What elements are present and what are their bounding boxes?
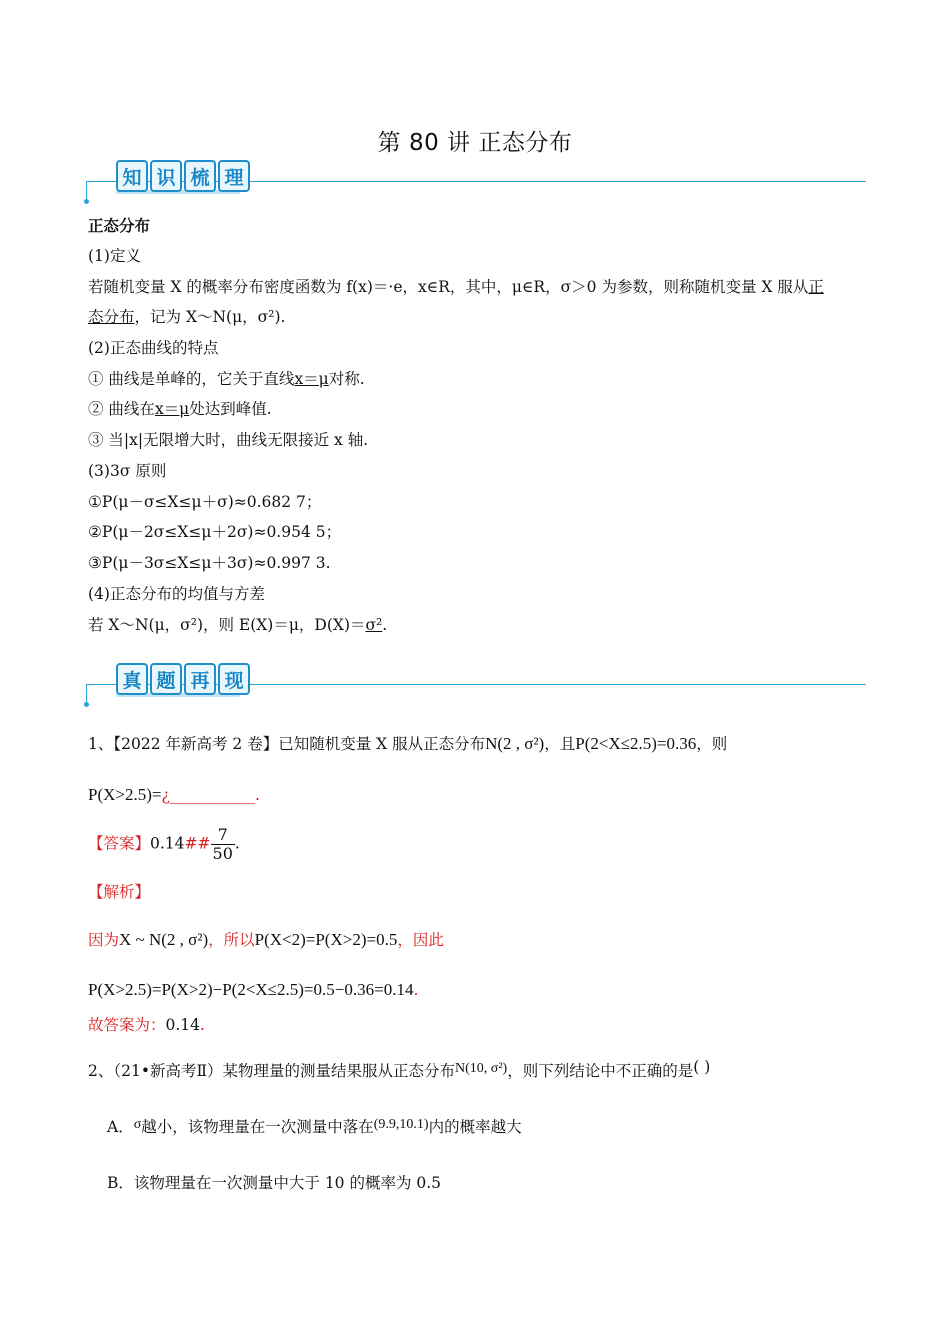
math-expr: P(X>2.5)=	[88, 785, 162, 804]
curve-item-1	[88, 369, 365, 389]
final-end: .	[200, 1016, 205, 1034]
banner-char: 再	[184, 663, 216, 695]
banner-stem	[86, 684, 87, 704]
answer-blank: ¿___________.	[161, 786, 260, 804]
definition-text-line2	[88, 307, 285, 327]
math-expr: N(10, σ²)	[455, 1061, 508, 1076]
problem1-blank-line	[88, 785, 260, 805]
curve-text: 对称.	[328, 370, 365, 388]
problem-text: ，则	[696, 735, 728, 753]
math-expr: σ	[133, 1117, 142, 1132]
banner-char: 识	[150, 160, 182, 192]
analysis-label: 【解析】	[88, 883, 151, 901]
answer-label: 【答案】	[88, 834, 151, 853]
mean-title: (4)正态分布的均值与方差	[88, 585, 265, 603]
fraction-numerator: 7	[211, 826, 235, 845]
problem1-stem	[88, 734, 727, 754]
banner-char: 知	[116, 160, 148, 192]
math-expr: P(X>2.5)=P(X>2)−P(2<X≤2.5)=0.5−0.36=0.14	[88, 980, 414, 999]
section-banner-exam	[86, 663, 866, 711]
underlined-term: σ²	[365, 616, 383, 634]
curve-text: 处达到峰值.	[189, 400, 272, 418]
rule-item-2: ②P(μ－2σ≤X≤μ＋2σ)≈0.954 5；	[88, 523, 342, 541]
final-value: 0.14	[165, 1016, 201, 1034]
problem-text: ，则下列结论中不正确的是	[507, 1062, 694, 1080]
problem2-stem	[88, 1057, 710, 1081]
banner-char: 真	[116, 663, 148, 695]
definition-text-line1	[88, 277, 824, 297]
math-expr: P(2<X≤2.5)=0.36	[575, 734, 697, 753]
analysis-text: 因为	[88, 931, 120, 949]
option-label: A．	[107, 1118, 134, 1136]
analysis-line2	[88, 980, 418, 1000]
definition-title: (1)定义	[88, 247, 141, 265]
analysis-line1	[88, 930, 444, 950]
problem-text: 1、【2022 年新高考 2 卷】已知随机变量 X 服从正态分布	[88, 735, 486, 753]
underlined-term: x＝μ	[154, 400, 190, 418]
curve-text: ② 曲线在	[88, 400, 155, 418]
underlined-term: 态分布	[88, 308, 135, 326]
math-expr: (9.9,10.1)	[373, 1117, 429, 1132]
definition-notation: ，记为 X～N(μ，σ²).	[134, 308, 286, 326]
fraction-denominator: 50	[212, 844, 233, 863]
answer-parenthesis: ( )	[693, 1058, 711, 1076]
curve-title: (2)正态曲线的特点	[88, 339, 219, 357]
banner-char: 现	[218, 663, 250, 695]
math-expr: P(X<2)=P(X>2)=0.5	[254, 930, 398, 949]
answer-fraction	[211, 826, 235, 863]
problem-text: 2、（21•新高考Ⅱ）某物理量的测量结果服从正态分布	[88, 1062, 456, 1080]
rule-title: (3)3σ 原则	[88, 462, 167, 480]
curve-item-2	[88, 399, 272, 419]
mean-text	[88, 615, 387, 635]
mean-formula: 若 X～N(μ，σ²)，则 E(X)＝μ，D(X)＝	[88, 616, 366, 634]
analysis-text: ，所以	[208, 931, 255, 949]
underlined-term: x＝μ	[294, 370, 329, 388]
definition-text: 若随机变量 X 的概率分布密度函数为 f(x)＝·e，x∈R，其中，μ∈R，σ＞0 为参数，则称随机变量 X 服从	[88, 278, 809, 296]
section-banner-knowledge	[86, 160, 866, 208]
rule-item-3: ③P(μ－3σ≤X≤μ＋3σ)≈0.997 3.	[88, 554, 331, 572]
knowledge-heading: 正态分布	[88, 217, 151, 235]
banner-tiles	[116, 663, 250, 695]
curve-item-3: ③ 当|x|无限增大时，曲线无限接近 x 轴.	[88, 431, 369, 449]
problem-text: ，且	[544, 735, 576, 753]
analysis-text: ，因此	[397, 931, 444, 949]
mean-formula-end: .	[382, 616, 388, 634]
option-text: 内的概率越大	[428, 1118, 522, 1136]
final-label: 故答案为：	[88, 1016, 166, 1034]
underlined-term: 正	[808, 278, 824, 296]
banner-stem	[86, 181, 87, 201]
answer-end: .	[234, 834, 240, 853]
banner-dot	[84, 199, 89, 204]
rule-item-1: ①P(μ－σ≤X≤μ＋σ)≈0.682 7；	[88, 493, 322, 511]
option-a	[107, 1115, 522, 1137]
answer-value: 0.14	[150, 834, 185, 853]
math-expr: X ~ N(2 , σ²)	[119, 930, 209, 949]
answer-separator: ##	[184, 834, 211, 853]
banner-char: 理	[218, 160, 250, 192]
problem1-answer	[88, 826, 240, 863]
math-expr: N(2 , σ²)	[485, 734, 545, 753]
banner-char: 题	[150, 663, 182, 695]
banner-char: 梳	[184, 160, 216, 192]
curve-text: ① 曲线是单峰的，它关于直线	[88, 370, 295, 388]
option-text: 越小，该物理量在一次测量中落在	[141, 1118, 374, 1136]
option-b: B．该物理量在一次测量中大于 10 的概率为 0.5	[107, 1174, 442, 1192]
final-answer	[88, 1015, 205, 1035]
analysis-end: .	[413, 981, 419, 999]
banner-dot	[84, 702, 89, 707]
page-title: 第 80 讲 正态分布	[377, 130, 573, 156]
banner-tiles	[116, 160, 250, 192]
